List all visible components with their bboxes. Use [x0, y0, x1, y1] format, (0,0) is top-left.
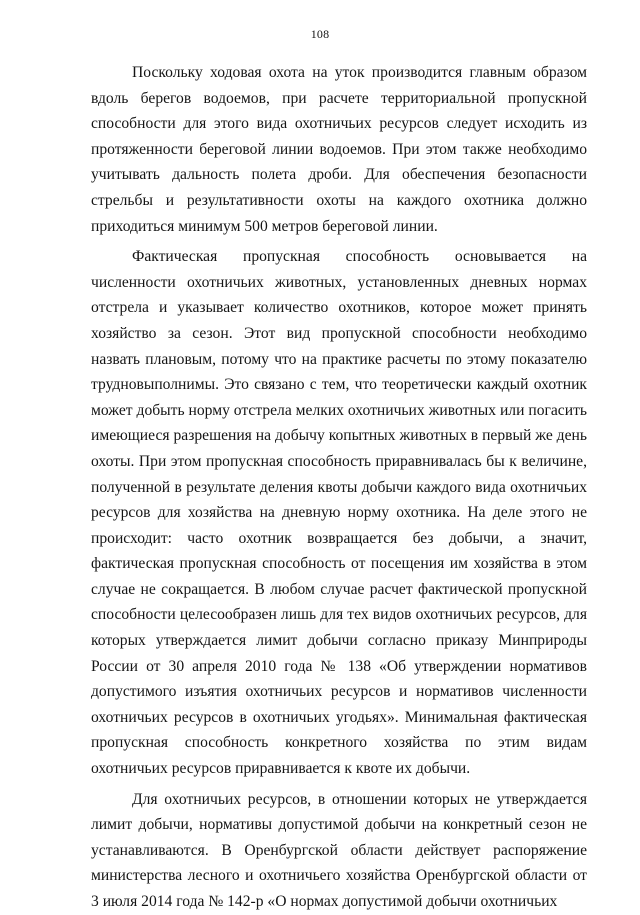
paragraph-actual-capacity: Фактическая пропускная способность основывается на численности охотничьих животных, установленных дневных нормах отстрела и указывает количество охотников, которое может принять хозяйство за сезон. Этот вид пропускной способности необходимо назвать плановым, потому что на практике расчеты по этому показателю трудновыполнимы. Это связано с тем, что теоретически каждый охотник может добыть норму отстрела мелких охотничьих животных или погасить имеющиеся разрешения на добычу копытных животных в первый же день охоты. При этом пропускная способность приравнивалась бы к величине, полученной в результате деления квоты добычи каждого вида охотничьих ресурсов для хозяйства на дневную норму охотника. На деле этого не происходит: часто охотник возвращается без добычи, а значит, фактическая пропускная способность от посещения им хозяйства в этом случае не сокращается. В любом случае расчет фактической пропускной способности целесообразен лишь для тех видов охотничьих ресурсов, для которых утверждается лимит добычи согласно приказу Минприроды России от 30 апреля 2010 года № 138 «Об утверждении нормативов допустимого изъятия охотничьих ресурсов и нормативов численности охотничьих ресурсов в охотничьих угодьях». Минимальная фактическая пропускная способность конкретного хозяйства по этим видам охотничьих ресурсов приравнивается к квоте их добычи. — [91, 248, 587, 778]
page-number: 108 — [310, 27, 330, 41]
paragraph-duck-hunting: Поскольку ходовая охота на уток производится главным образом вдоль берегов водоемов, при расчете территориальной пропускной способности для этого вида охотничьих ресурсов следует исходить из протяженности береговой линии водоемов. При этом также необходимо учитывать дальность полета дроби. Для обеспечения безопасности стрельбы и результативности охоты на каждого охотника должно приходиться минимум 500 метров береговой линии. — [91, 64, 587, 235]
document-body — [91, 60, 587, 915]
paragraph-unlimited-resources: Для охотничьих ресурсов, в отношении которых не утверждается лимит добычи, нормативы допустимой добычи на конкретный сезон не устанавливаются. В Оренбургской области действует распоряжение министерства лесного и охотничьего хозяйства Оренбургской области от 3 июля 2014 года № 142-р «О нормах допустимой добычи охотничьих — [91, 790, 587, 910]
